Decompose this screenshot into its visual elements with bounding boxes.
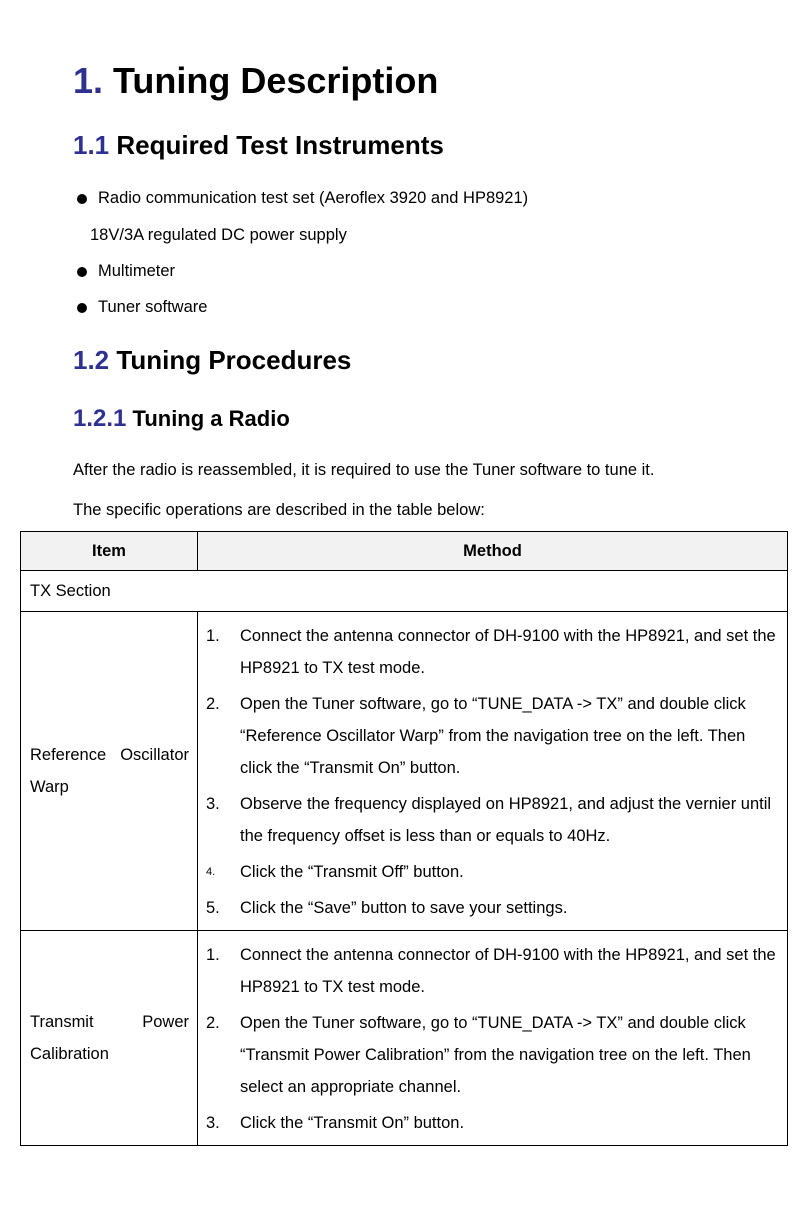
step-number: 2. bbox=[206, 1014, 220, 1032]
bullet-icon bbox=[77, 267, 87, 277]
section-heading-1-2-1 bbox=[73, 405, 290, 433]
step-number: 4. bbox=[206, 866, 216, 878]
list-item bbox=[198, 1107, 779, 1139]
step-text: Click the “Transmit On” button. bbox=[240, 1114, 465, 1132]
header-item: Item bbox=[21, 532, 198, 571]
step-text: Click the “Save” button to save your settings. bbox=[240, 899, 568, 917]
item-cell bbox=[21, 931, 198, 1146]
table-row bbox=[21, 612, 788, 931]
section-title: Tuning a Radio bbox=[132, 406, 290, 431]
item-name-line: Transmit Power bbox=[30, 1013, 189, 1031]
list-item: Multimeter bbox=[98, 262, 176, 280]
section-row bbox=[21, 571, 788, 612]
list-item bbox=[198, 892, 779, 924]
item-name-line: Calibration bbox=[30, 1045, 109, 1063]
step-text: Connect the antenna connector of DH-9100 with the HP8921, and set the HP8921 to TX test mode. bbox=[240, 627, 776, 677]
method-cell bbox=[198, 612, 788, 931]
section-heading-1-1 bbox=[73, 130, 444, 161]
section-number: 1.2 bbox=[73, 345, 110, 375]
step-text: Click the “Transmit Off” button. bbox=[240, 863, 464, 881]
tx-section-label: TX Section bbox=[21, 571, 788, 612]
intro-paragraph: After the radio is reassembled, it is required to use the Tuner software to tune it. bbox=[73, 461, 655, 479]
step-number: 1. bbox=[206, 946, 220, 964]
section-title: Tuning Procedures bbox=[116, 345, 352, 375]
section-title: Required Test Instruments bbox=[116, 130, 444, 160]
step-text: Open the Tuner software, go to “TUNE_DATA -> TX” and double click “Transmit Power Calibration” from the navigation tree on the left. Then select an appropriate channel. bbox=[240, 1014, 751, 1096]
item-name-line: Warp bbox=[30, 778, 69, 796]
step-number: 3. bbox=[206, 1114, 220, 1132]
list-item bbox=[198, 1007, 779, 1103]
item-name-line: Reference Oscillator bbox=[30, 746, 189, 764]
step-number: 5. bbox=[206, 899, 220, 917]
list-item bbox=[198, 939, 779, 1003]
page-title bbox=[73, 60, 438, 102]
title-number: 1. bbox=[73, 60, 104, 101]
list-item: Tuner software bbox=[98, 298, 208, 316]
bullet-icon bbox=[77, 303, 87, 313]
section-heading-1-2 bbox=[73, 345, 351, 376]
section-number: 1.2.1 bbox=[73, 405, 127, 432]
list-item bbox=[198, 620, 779, 684]
step-number: 2. bbox=[206, 695, 220, 713]
step-text: Connect the antenna connector of DH-9100 with the HP8921, and set the HP8921 to TX test mode. bbox=[240, 946, 776, 996]
list-item: 18V/3A regulated DC power supply bbox=[90, 226, 347, 244]
intro-paragraph: The specific operations are described in the table below: bbox=[73, 501, 485, 519]
step-list bbox=[198, 931, 787, 1145]
table-row bbox=[21, 931, 788, 1146]
list-item bbox=[198, 688, 779, 784]
table-header-row bbox=[21, 532, 788, 571]
step-number: 1. bbox=[206, 627, 220, 645]
section-number: 1.1 bbox=[73, 130, 110, 160]
list-item bbox=[198, 856, 779, 888]
method-cell bbox=[198, 931, 788, 1146]
step-list bbox=[198, 612, 787, 930]
bullet-icon bbox=[77, 194, 87, 204]
step-text: Open the Tuner software, go to “TUNE_DATA -> TX” and double click “Reference Oscillator Warp” from the navigation tree on the left. Then click the “Transmit On” button. bbox=[240, 695, 746, 777]
title-text: Tuning Description bbox=[113, 60, 439, 101]
header-method: Method bbox=[198, 532, 788, 571]
item-cell bbox=[21, 612, 198, 931]
list-item: Radio communication test set (Aeroflex 3920 and HP8921) bbox=[98, 189, 529, 207]
step-number: 3. bbox=[206, 795, 220, 813]
step-text: Observe the frequency displayed on HP8921, and adjust the vernier until the frequency offset is less than or equals to 40Hz. bbox=[240, 795, 772, 845]
list-item bbox=[198, 788, 779, 852]
tuning-table bbox=[20, 531, 788, 1146]
